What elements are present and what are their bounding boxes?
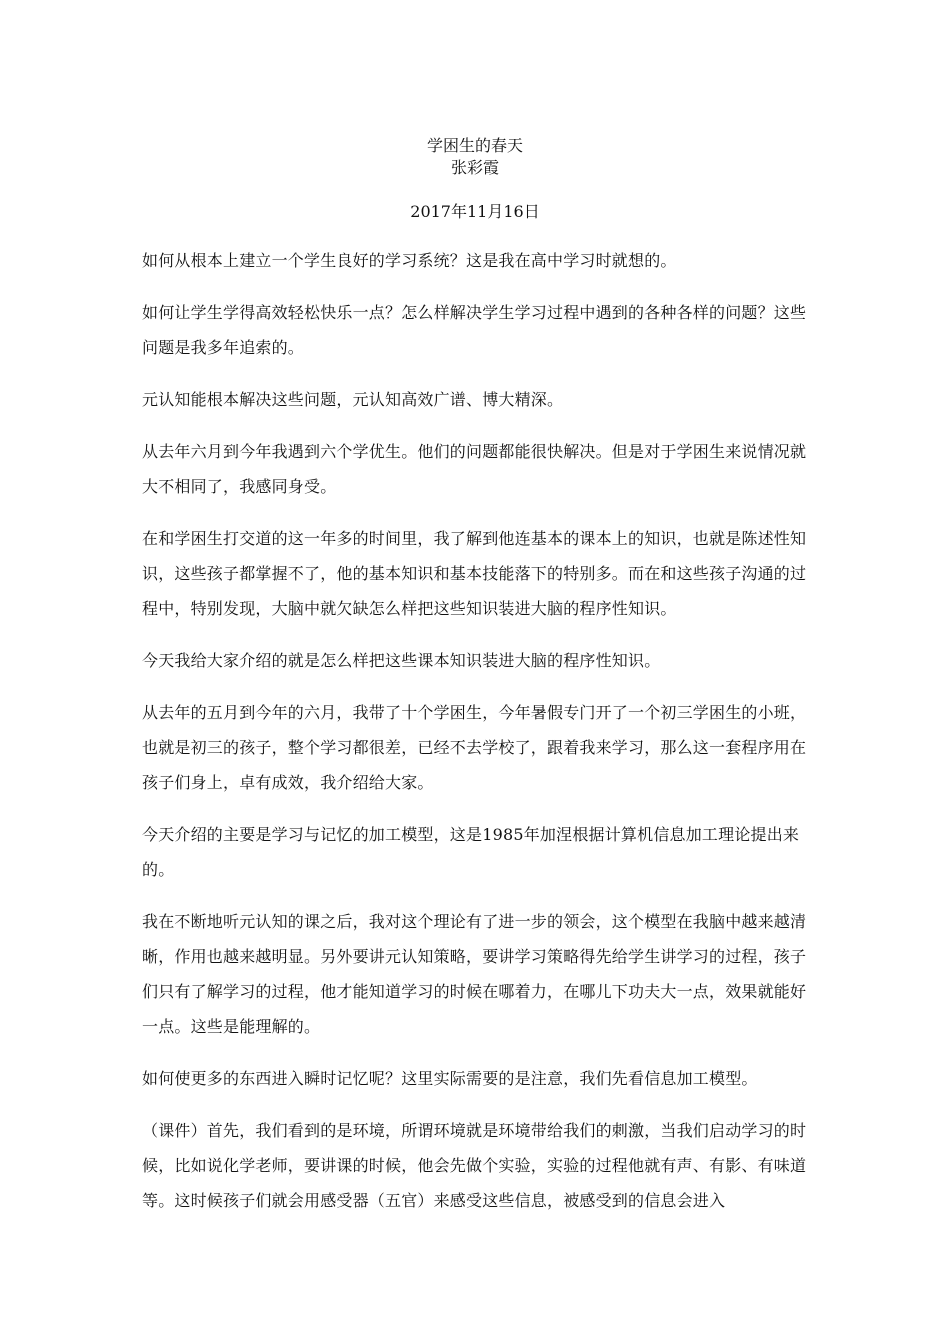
paragraph: （课件）首先，我们看到的是环境，所谓环境就是环境带给我们的刺激，当我们启动学习的时候，比如说化学老师，要讲课的时候，他会先做个实验，实验的过程他就有声、有影、有味道等。这时候孩子们就会用感受器（五官）来感受这些信息，被感受到的信息会进入 bbox=[142, 1121, 807, 1210]
paragraph: 元认知能根本解决这些问题，元认知高效广谱、博大精深。 bbox=[142, 390, 564, 409]
paragraph: 在和学困生打交道的这一年多的时间里，我了解到他连基本的课本上的知识，也就是陈述性知识，这些孩子都掌握不了，他的基本知识和基本技能落下的特别多。而在和这些孩子沟通的过程中，特别发现，大脑中就欠缺怎么样把这些知识装进大脑的程序性知识。 bbox=[142, 529, 807, 618]
document-author: 张彩霞 bbox=[450, 158, 499, 177]
paragraph: 如何使更多的东西进入瞬时记忆呢？这里实际需要的是注意，我们先看信息加工模型。 bbox=[142, 1069, 758, 1088]
paragraph: 如何让学生学得高效轻松快乐一点？怎么样解决学生学习过程中遇到的各种各样的问题？这些问题是我多年追索的。 bbox=[142, 303, 807, 357]
paragraph: 从去年的五月到今年的六月，我带了十个学困生，今年暑假专门开了一个初三学困生的小班，也就是初三的孩子，整个学习都很差，已经不去学校了，跟着我来学习，那么这一套程序用在孩子们身上，卓有成效，我介绍给大家。 bbox=[142, 703, 807, 792]
document-date: 2017年11月16日 bbox=[410, 202, 540, 221]
paragraph: 今天介绍的主要是学习与记忆的加工模型，这是1985年加涅根据计算机信息加工理论提出来的。 bbox=[142, 825, 800, 879]
document-body bbox=[142, 243, 822, 1235]
paragraph: 如何从根本上建立一个学生良好的学习系统？这是我在高中学习时就想的。 bbox=[142, 251, 677, 270]
paragraph: 我在不断地听元认知的课之后，我对这个理论有了进一步的领会，这个模型在我脑中越来越清晰，作用也越来越明显。另外要讲元认知策略，要讲学习策略得先给学生讲学习的过程，孩子们只有了解学习的过程，他才能知道学习的时候在哪着力，在哪儿下功夫大一点，效果就能好一点。这些是能理解的。 bbox=[142, 912, 807, 1036]
document-title: 学困生的春天 bbox=[426, 136, 523, 155]
paragraph: 从去年六月到今年我遇到六个学优生。他们的问题都能很快解决。但是对于学困生来说情况就大不相同了，我感同身受。 bbox=[142, 442, 807, 496]
paragraph: 今天我给大家介绍的就是怎么样把这些课本知识装进大脑的程序性知识。 bbox=[142, 651, 661, 670]
